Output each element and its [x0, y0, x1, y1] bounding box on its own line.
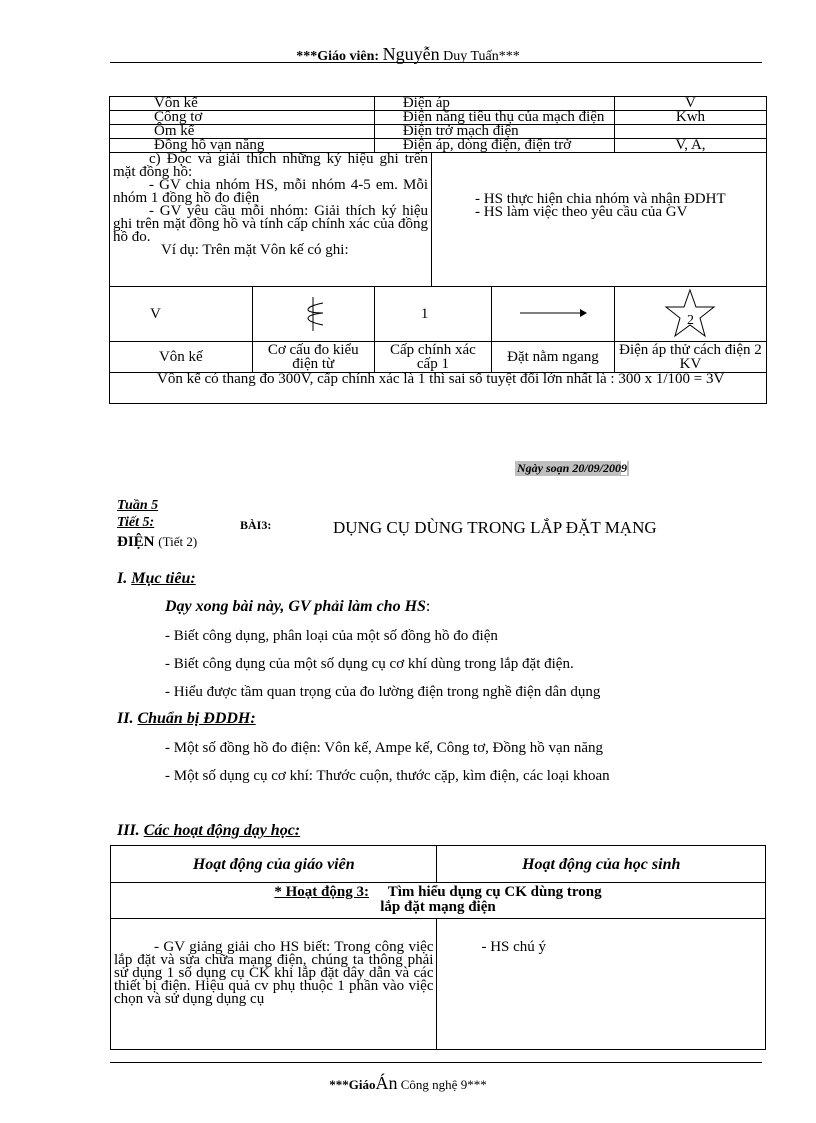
table-row	[110, 373, 767, 404]
section-number: I.	[117, 570, 128, 587]
symbol-row	[110, 287, 767, 342]
table-cell: Vôn kế	[110, 97, 375, 111]
preparation-item: - Một số dụng cụ cơ khí: Thước cuộn, thước cặp, kìm điện, các loại khoan	[165, 768, 610, 784]
table-row	[110, 153, 767, 287]
footer-rest: Công nghệ 9***	[400, 1077, 487, 1092]
activity-title-cont: lắp đặt mạng điện	[380, 899, 496, 915]
teacher-activity-cell: - GV giảng giải cho HS biết: Trong công việc lắp đặt và sửa chữa mạng điện, chúng ta thông phải sử dụng 1 số dụng cụ CK khi lắp đặt dây dẫn và các thiết bị điện. Hiệu quả cv phụ thuộc 1 phần vào việc chọn và sử dụng dụng cụ	[111, 919, 437, 1050]
section-title-objectives: Mục tiêu:	[131, 570, 196, 587]
horizontal-symbol-cell	[492, 287, 615, 342]
volt-symbol: V	[110, 287, 253, 342]
star-number: 2	[686, 312, 694, 328]
table-row	[111, 919, 766, 1050]
caption-cell: Cấp chính xác cấp 1	[374, 342, 491, 373]
meter-table	[109, 96, 767, 404]
text-line: - HS làm việc theo yêu cầu của GV	[475, 204, 688, 220]
preparation-item: - Một số đồng hồ đo điện: Vôn kế, Ampe kế, Công tơ, Đồng hồ vạn năng	[165, 740, 604, 756]
table-cell: Điện áp, dòng điện, điện trở	[374, 139, 614, 153]
table-cell: V, A,	[614, 139, 766, 153]
teacher-name: Nguyễn	[382, 44, 440, 64]
activity-right-cell	[432, 153, 767, 287]
table-cell: Điện năng tiêu thụ của mạch điện	[374, 111, 614, 125]
table-cell: Đồng hồ vạn năng	[110, 139, 375, 153]
lesson-part: (Tiết 2)	[158, 534, 198, 549]
lesson-title: DỤNG CỤ DÙNG TRONG LẮP ĐẶT MẠNG	[333, 518, 657, 537]
moving-iron-icon	[293, 293, 333, 333]
text-line: - GV yêu cầu mỗi nhóm: Giải thích ký hiệu ghi trên mặt đồng hồ và tính cấp chính xác của đồng hồ đo.	[113, 203, 429, 245]
activity-title: Tìm hiểu dụng cụ CK dùng trong	[387, 884, 602, 900]
table-cell: Công tơ	[110, 111, 375, 125]
week-label: Tuần 5	[117, 498, 159, 513]
objective-item: - Hiểu được tầm quan trọng của đo lường điện trong nghề điện dân dụng	[165, 684, 601, 700]
footer-big: Án	[375, 1073, 398, 1093]
section-title-preparation: Chuẩn bị ĐDDH:	[137, 710, 256, 727]
table-cell: Kwh	[614, 111, 766, 125]
date-stamp	[515, 461, 629, 476]
header-rest: Duy Tuấn***	[443, 49, 520, 64]
column-header-student: Hoạt động của học sinh	[437, 846, 766, 883]
caption-cell: Vôn kế	[110, 342, 253, 373]
activities-table	[110, 845, 766, 1050]
caption-row	[110, 342, 767, 373]
objective-item: - Biết công dụng, phân loại của một số đồng hồ đo điện	[165, 628, 498, 644]
lesson-number: BÀI3:	[240, 518, 272, 532]
activity-left-cell	[110, 153, 432, 287]
lesson-title-cont: ĐIỆN	[117, 534, 155, 550]
student-activity-cell: - HS chú ý	[437, 919, 766, 1050]
horizontal-arrow-icon	[518, 306, 588, 320]
star-icon	[663, 288, 717, 338]
section-number: II.	[117, 710, 134, 727]
footer-rule	[110, 1062, 762, 1063]
date-label: Ngày soạn 20/09/200	[517, 461, 622, 475]
header-rule	[110, 62, 762, 63]
activity-label: * Hoạt động 3:	[274, 884, 369, 900]
table-row	[111, 883, 766, 919]
table-cell: Điện trở mạch điện	[374, 125, 614, 139]
table-cell: V	[614, 97, 766, 111]
header-prefix: ***Giáo viên:	[296, 49, 380, 64]
text-line: - HS thực hiện chia nhóm và nhận ĐDHT	[475, 191, 726, 207]
insulation-symbol-cell	[614, 287, 766, 342]
page-footer	[0, 1073, 816, 1094]
caption-cell: Cơ cấu đo kiểu điện từ	[252, 342, 374, 373]
section-title-activities: Các hoạt động dạy học:	[143, 822, 301, 839]
column-header-teacher: Hoạt động của giáo viên	[111, 846, 437, 883]
table-row	[111, 846, 766, 883]
caption-cell: Điện áp thử cách điện 2 KV	[614, 342, 766, 373]
note-cell: Vôn kế có thang đo 300V, cấp chính xác là 1 thì sai số tuyệt đối lớn nhất là : 300 x 1/100 = 3V	[110, 373, 767, 404]
period-label: Tiết 5:	[117, 515, 155, 530]
text-line: c) Đọc và giải thích những ký hiệu ghi trên mặt đồng hồ:	[113, 151, 429, 180]
moving-iron-symbol-cell	[252, 287, 374, 342]
table-cell: Ôm kế	[110, 125, 375, 139]
activity-heading-cell	[111, 883, 766, 919]
text-line: - GV chia nhóm HS, mỗi nhóm 4-5 em. Mỗi nhóm 1 đồng hồ đo điện	[113, 177, 429, 206]
caption-cell: Đặt nằm ngang	[492, 342, 615, 373]
date-last-digit: 9	[621, 461, 628, 475]
text-line: Ví dụ: Trên mặt Vôn kế có ghi:	[161, 242, 349, 258]
footer-prefix: ***Giáo	[329, 1077, 376, 1092]
objectives-intro: Dạy xong bài này, GV phải làm cho HS	[165, 598, 426, 615]
section-number: III.	[117, 822, 140, 839]
objective-item: - Biết công dụng của một số dụng cụ cơ khí dùng trong lắp đặt điện.	[165, 656, 574, 672]
table-cell: Điện áp	[374, 97, 614, 111]
accuracy-symbol: 1	[374, 287, 491, 342]
